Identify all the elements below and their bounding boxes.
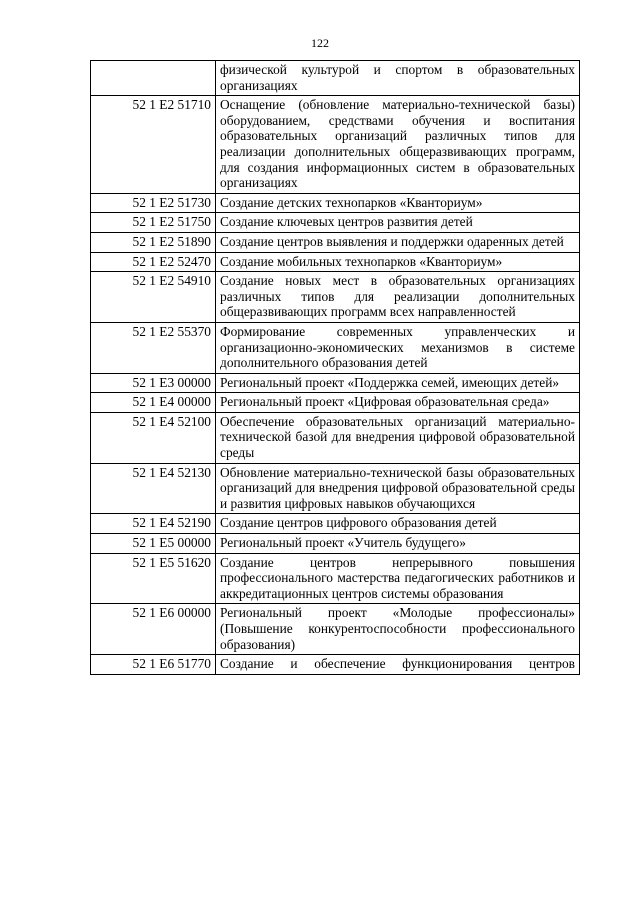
description-cell: Создание новых мест в образовательных организациях различных типов для реализации дополнительных общеразвивающих программ всех направленностей (216, 272, 580, 323)
description-cell: Создание ключевых центров развития детей (216, 213, 580, 233)
table-row (91, 96, 580, 194)
table-row (91, 553, 580, 604)
code-cell: 52 1 Е3 00000 (91, 373, 216, 393)
table-row (91, 252, 580, 272)
code-cell: 52 1 Е2 52470 (91, 252, 216, 272)
description-cell: Региональный проект «Учитель будущего» (216, 534, 580, 554)
description-cell: Региональный проект «Молодые профессионалы» (Повышение конкурентоспособности профессионального образования) (216, 604, 580, 655)
description-cell: Создание центров непрерывного повышения профессионального мастерства педагогических работников и аккредитационных центров системы образования (216, 553, 580, 604)
code-cell (91, 61, 216, 96)
code-cell: 52 1 Е2 55370 (91, 322, 216, 373)
code-cell: 52 1 Е2 51890 (91, 232, 216, 252)
description-cell: Региональный проект «Поддержка семей, имеющих детей» (216, 373, 580, 393)
code-cell: 52 1 Е2 54910 (91, 272, 216, 323)
code-cell: 52 1 Е5 51620 (91, 553, 216, 604)
table-row (91, 534, 580, 554)
table-row (91, 373, 580, 393)
table-row (91, 322, 580, 373)
table-row (91, 393, 580, 413)
code-cell: 52 1 Е4 00000 (91, 393, 216, 413)
description-cell: физической культурой и спортом в образовательных организациях (216, 61, 580, 96)
code-cell: 52 1 Е4 52190 (91, 514, 216, 534)
table-row (91, 463, 580, 514)
code-cell: 52 1 Е6 00000 (91, 604, 216, 655)
table-row (91, 193, 580, 213)
table-row (91, 604, 580, 655)
code-cell: 52 1 Е5 00000 (91, 534, 216, 554)
description-cell: Создание и обеспечение функционирования центров (216, 655, 580, 675)
code-cell: 52 1 Е2 51730 (91, 193, 216, 213)
table-row (91, 514, 580, 534)
table-row (91, 232, 580, 252)
code-cell: 52 1 Е2 51750 (91, 213, 216, 233)
code-cell: 52 1 Е4 52130 (91, 463, 216, 514)
table-row (91, 655, 580, 675)
table-row (91, 412, 580, 463)
description-cell: Региональный проект «Цифровая образовательная среда» (216, 393, 580, 413)
description-cell: Создание мобильных технопарков «Кванториум» (216, 252, 580, 272)
description-cell: Оснащение (обновление материально-технической базы) оборудованием, средствами обучения и воспитания образовательных организаций различных типов для реализации дополнительных общеразвивающих программ, для создания информационных систем в образовательных организациях (216, 96, 580, 194)
code-cell: 52 1 Е4 52100 (91, 412, 216, 463)
description-cell: Создание центров цифрового образования детей (216, 514, 580, 534)
page-number: 122 (311, 36, 329, 50)
table-row (91, 272, 580, 323)
description-cell: Обновление материально-технической базы образовательных организаций для внедрения цифровой образовательной среды и развития цифровых навыков обучающихся (216, 463, 580, 514)
description-cell: Обеспечение образовательных организаций материально-технической базой для внедрения цифровой образовательной среды (216, 412, 580, 463)
description-cell: Формирование современных управленческих и организационно-экономических механизмов в системе дополнительного образования детей (216, 322, 580, 373)
code-cell: 52 1 Е6 51770 (91, 655, 216, 675)
description-cell: Создание центров выявления и поддержки одаренных детей (216, 232, 580, 252)
table-row (91, 61, 580, 96)
description-cell: Создание детских технопарков «Кванториум» (216, 193, 580, 213)
table-row (91, 213, 580, 233)
budget-code-table (90, 60, 580, 675)
code-cell: 52 1 Е2 51710 (91, 96, 216, 194)
